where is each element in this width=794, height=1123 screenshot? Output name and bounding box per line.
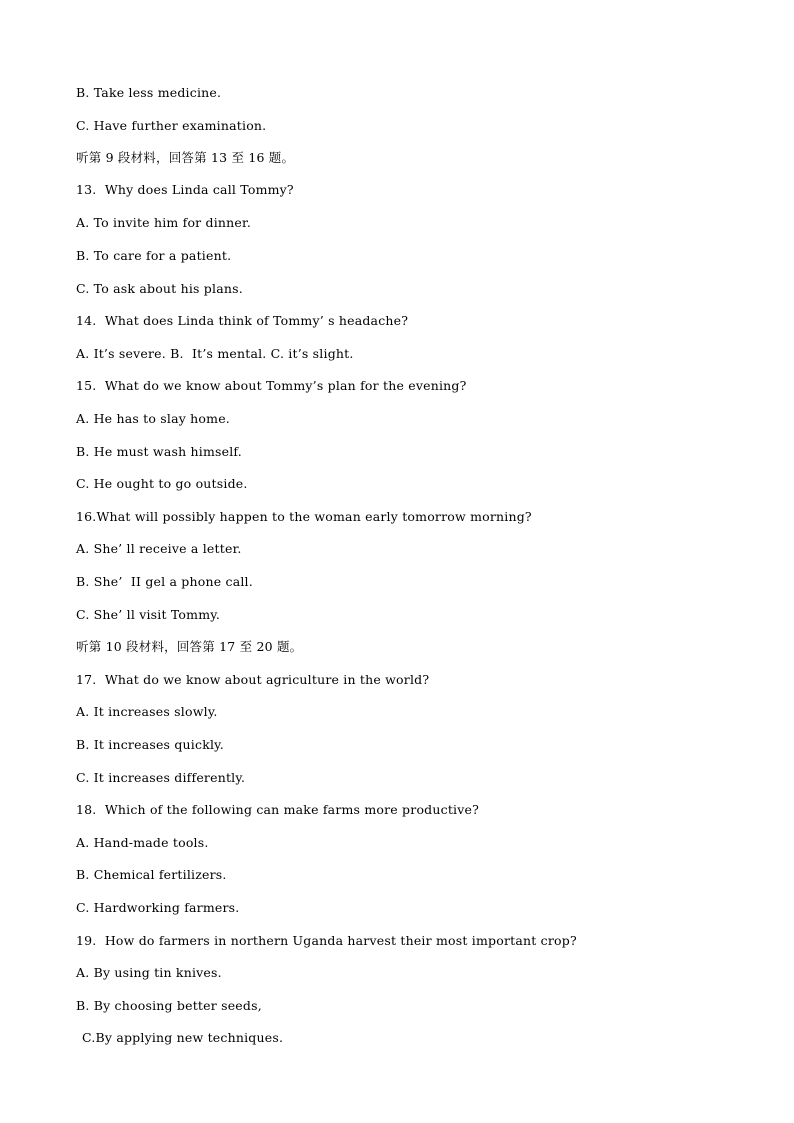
answer-option: A. He has to slay home.: [76, 411, 230, 426]
question-14: 14. What does Linda think of Tommy’ s headache?: [76, 313, 409, 328]
answer-option: B. He must wash himself.: [76, 444, 242, 459]
answer-option: B. It increases quickly.: [76, 737, 224, 752]
question-15: 15. What do we know about Tommy’s plan for the evening?: [76, 378, 467, 393]
answer-option: A. Hand-made tools.: [76, 835, 209, 850]
answer-option: C.By applying new techniques.: [82, 1030, 284, 1045]
answer-option: A. She’ ll receive a letter.: [76, 541, 242, 556]
answer-option: B. She’ II gel a phone call.: [76, 574, 253, 589]
answer-option: C. To ask about his plans.: [76, 281, 243, 296]
answer-option: B. To care for a patient.: [76, 248, 232, 263]
section-instruction: 听第 10 段材料，回答第 17 至 20 题。: [76, 639, 303, 654]
answer-option: B. Take less medicine.: [76, 85, 222, 100]
answer-option: B. Chemical fertilizers.: [76, 867, 227, 882]
question-17: 17. What do we know about agriculture in the world?: [76, 672, 430, 687]
answer-option: C. He ought to go outside.: [76, 476, 248, 491]
question-19: 19. How do farmers in northern Uganda harvest their most important crop?: [76, 933, 577, 948]
question-18: 18. Which of the following can make farms more productive?: [76, 802, 479, 817]
answer-option: C. Hardworking farmers.: [76, 900, 240, 915]
question-13: 13. Why does Linda call Tommy?: [76, 182, 294, 197]
answer-option: A. To invite him for dinner.: [76, 215, 251, 230]
section-instruction: 听第 9 段材料，回答第 13 至 16 题。: [76, 150, 295, 165]
answer-option: C. Have further examination.: [76, 118, 267, 133]
answer-option: C. She’ ll visit Tommy.: [76, 607, 221, 622]
question-16: 16.What will possibly happen to the woman early tomorrow morning?: [76, 509, 532, 524]
answer-options-inline: A. It’s severe. B. It’s mental. C. it’s slight.: [76, 346, 354, 361]
answer-option: A. It increases slowly.: [76, 704, 218, 719]
answer-option: C. It increases differently.: [76, 770, 246, 785]
answer-option: A. By using tin knives.: [76, 965, 222, 980]
answer-option: B. By choosing better seeds,: [76, 998, 262, 1013]
